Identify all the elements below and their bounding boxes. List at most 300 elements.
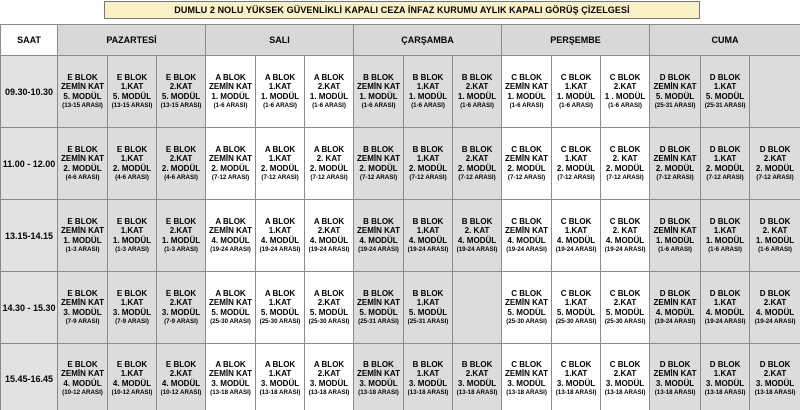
floor-label: 2.KAT (465, 154, 489, 164)
floor-label: ZEMİN KAT (61, 369, 104, 379)
range-note: (19-24 ARASI) (704, 318, 746, 326)
range-note: (19-24 ARASI) (604, 246, 646, 254)
range-note: (19-24 ARASI) (654, 318, 696, 326)
module-label: 5. MODÜL (705, 91, 745, 101)
schedule-cell (650, 128, 701, 200)
block-label: D BLOK (759, 288, 791, 298)
schedule-cell (750, 272, 800, 344)
module-label: 3. MODÜL (408, 378, 448, 388)
block-label: B BLOK (461, 144, 493, 154)
module-label: 1. MODÜL (112, 235, 152, 245)
block-label: C BLOK (511, 72, 542, 82)
module-label: 3. MODÜL (112, 307, 152, 317)
module-label: 3. MODÜL (309, 378, 349, 388)
range-note: (1-3 ARASI) (65, 246, 100, 254)
range-note: (1-6 ARASI) (411, 102, 445, 110)
range-note: (13-18 ARASI) (654, 389, 696, 397)
floor-label: 2. KAT (316, 154, 342, 164)
floor-label: 2.KAT (317, 298, 341, 308)
floor-label: 1.KAT (713, 369, 737, 379)
block-label: D BLOK (759, 144, 791, 154)
header-row (1, 25, 800, 56)
range-note: (25-31 ARASI) (704, 102, 746, 110)
schedule-cell (305, 344, 354, 410)
floor-label: 2.KAT (317, 82, 341, 92)
floor-label: 1.KAT (268, 226, 292, 236)
floor-label: 1.KAT (268, 154, 292, 164)
module-label: 3. MODÜL (359, 378, 398, 388)
floor-label: 2.KAT (465, 369, 489, 379)
range-note: (7-9 ARASI) (65, 318, 100, 326)
module-label: 2. MODÜL (359, 163, 398, 173)
floor-label: 1.KAT (416, 154, 440, 164)
floor-label: ZEMİN KAT (653, 369, 697, 379)
schedule-cell (256, 128, 305, 200)
schedule-title: DUMLU 2 NOLU YÜKSEK GÜVENLİKLİ KAPALI CEZA İNFAZ KURUMU AYLIK KAPALI GÖRÜŞ ÇİZELGESİ (104, 1, 700, 19)
module-label: 4. MODÜL (309, 235, 349, 245)
module-label: 5. MODÜL (260, 307, 300, 317)
floor-label: 1.KAT (713, 82, 737, 92)
schedule-cell (206, 128, 256, 200)
range-note: (1-3 ARASI) (115, 246, 149, 254)
module-label: 2. MODÜL (211, 163, 250, 173)
module-label: 5. MODÜL (605, 307, 645, 317)
block-label: D BLOK (759, 359, 791, 369)
floor-label: ZEMİN KAT (61, 226, 104, 236)
module-label: 3. MODÜL (556, 378, 596, 388)
block-label: E BLOK (67, 72, 98, 82)
floor-label: ZEMİN KAT (209, 226, 252, 236)
schedule-cell (601, 200, 650, 272)
schedule-cell (157, 272, 206, 344)
schedule-cell (601, 56, 650, 128)
block-label: A BLOK (264, 216, 296, 226)
block-label: B BLOK (412, 144, 444, 154)
floor-label: 1.KAT (713, 298, 737, 308)
schedule-cell (453, 344, 502, 410)
floor-label: 1.KAT (713, 226, 737, 236)
block-label: D BLOK (709, 144, 741, 154)
schedule-cell (453, 200, 502, 272)
module-label: 3. MODÜL (655, 378, 695, 388)
floor-label: ZEMİN KAT (357, 154, 400, 164)
schedule-cell (601, 344, 650, 410)
range-note: (7-12 ARASI) (756, 174, 794, 182)
schedule-cell (354, 56, 404, 128)
floor-label: 1.KAT (268, 82, 292, 92)
floor-label: ZEMİN KAT (209, 154, 252, 164)
range-note: (13-18 ARASI) (407, 389, 449, 397)
block-label: C BLOK (560, 216, 592, 226)
block-label: D BLOK (659, 144, 691, 154)
block-label: C BLOK (609, 288, 641, 298)
floor-label: 2. KAT (464, 226, 490, 236)
schedule-cell (750, 344, 800, 410)
block-label: B BLOK (363, 359, 394, 369)
range-note: (1-6 ARASI) (263, 102, 297, 110)
schedule-cell (58, 56, 108, 128)
floor-label: ZEMİN KAT (357, 226, 400, 236)
saat-header: SAAT (1, 25, 58, 56)
schedule-cell (206, 200, 256, 272)
schedule-cell (750, 200, 800, 272)
block-label: E BLOK (165, 288, 197, 298)
range-note: (7-12 ARASI) (606, 174, 644, 182)
block-label: D BLOK (659, 216, 691, 226)
module-label: 1. MODÜL (556, 91, 596, 101)
module-label: 4. MODÜL (408, 235, 448, 245)
block-label: C BLOK (511, 288, 542, 298)
time-slot: 09.30-10.30 (1, 56, 58, 128)
range-note: (1-6 ARASI) (361, 102, 396, 110)
schedule-cell (206, 56, 256, 128)
floor-label: ZEMİN KAT (357, 298, 400, 308)
range-note: (7-12 ARASI) (359, 174, 398, 182)
floor-label: 1.KAT (564, 82, 588, 92)
range-note: (19-24 ARASI) (259, 246, 301, 254)
schedule-cell (108, 272, 157, 344)
module-label: 5. MODÜL (309, 307, 349, 317)
floor-label: 2.KAT (169, 298, 193, 308)
block-label: B BLOK (412, 359, 444, 369)
module-label: 1. MODÜL (705, 235, 745, 245)
schedule-cell (305, 128, 354, 200)
schedule-cell (701, 56, 750, 128)
module-label: 2. MODÜL (161, 163, 201, 173)
range-note: (7-12 ARASI) (458, 174, 496, 182)
block-label: A BLOK (313, 72, 345, 82)
schedule-cell (305, 200, 354, 272)
block-label: A BLOK (313, 288, 345, 298)
block-label: C BLOK (560, 144, 592, 154)
module-label: 4. MODÜL (260, 235, 300, 245)
block-label: B BLOK (412, 216, 444, 226)
schedule-cell (305, 56, 354, 128)
block-label: C BLOK (511, 359, 542, 369)
floor-label: ZEMİN KAT (653, 82, 697, 92)
floor-label: 2. KAT (612, 154, 638, 164)
floor-label: ZEMİN KAT (505, 369, 549, 379)
module-label: 4. MODÜL (457, 235, 497, 245)
range-note: (19-24 ARASI) (456, 246, 498, 254)
floor-label: 2.KAT (317, 226, 341, 236)
floor-label: 2.KAT (465, 82, 489, 92)
range-note: (7-12 ARASI) (261, 174, 299, 182)
floor-label: ZEMİN KAT (61, 82, 104, 92)
range-note: (25-30 ARASI) (604, 318, 646, 326)
schedule-cell (552, 56, 601, 128)
module-label: 3. MODÜL (63, 307, 102, 317)
schedule-cell (108, 128, 157, 200)
block-label: C BLOK (511, 144, 542, 154)
floor-label: ZEMİN KAT (653, 298, 697, 308)
floor-label: 2. KAT (762, 226, 788, 236)
block-label: A BLOK (264, 359, 296, 369)
block-label: C BLOK (609, 216, 641, 226)
floor-label: ZEMİN KAT (209, 82, 252, 92)
floor-label: 1.KAT (564, 369, 588, 379)
range-note: (13-18 ARASI) (704, 389, 746, 397)
block-label: A BLOK (313, 359, 345, 369)
floor-label: 2.KAT (169, 82, 193, 92)
block-label: E BLOK (67, 288, 98, 298)
module-label: 1. MODÜL (655, 235, 695, 245)
floor-label: 1.KAT (268, 298, 292, 308)
module-label: 2. MODÜL (507, 163, 546, 173)
schedule-cell (750, 56, 800, 128)
block-label: B BLOK (363, 288, 394, 298)
visit-schedule-table (0, 24, 800, 410)
schedule-cell (701, 200, 750, 272)
block-label: D BLOK (659, 288, 691, 298)
block-label: A BLOK (313, 144, 345, 154)
module-label: 2. MODÜL (605, 163, 645, 173)
module-label: 3. MODÜL (260, 378, 300, 388)
range-note: (1-6 ARASI) (509, 102, 544, 110)
floor-label: ZEMİN KAT (653, 226, 697, 236)
floor-label: 2.KAT (613, 369, 637, 379)
range-note: (25-30 ARASI) (308, 318, 350, 326)
block-label: B BLOK (461, 216, 493, 226)
schedule-cell (206, 344, 256, 410)
schedule-cell (453, 272, 502, 344)
module-label: 4. MODÜL (359, 235, 398, 245)
floor-label: ZEMİN KAT (505, 298, 549, 308)
range-note: (19-24 ARASI) (358, 246, 399, 254)
range-note: (1-6 ARASI) (758, 246, 792, 254)
module-label: 1. MODÜL (408, 91, 448, 101)
range-note: (19-24 ARASI) (407, 246, 449, 254)
schedule-cell (502, 56, 552, 128)
range-note: (19-24 ARASI) (506, 246, 547, 254)
module-label: 1. MODÜL (309, 91, 349, 101)
module-label: 2. MODÜL (63, 163, 102, 173)
block-label: E BLOK (116, 144, 148, 154)
block-label: E BLOK (165, 144, 197, 154)
module-label: 1. MODÜL (211, 91, 250, 101)
module-label: 4. MODÜL (112, 378, 152, 388)
block-label: C BLOK (609, 359, 641, 369)
module-label: 5. MODÜL (211, 307, 250, 317)
module-label: 2. MODÜL (112, 163, 152, 173)
block-label: A BLOK (215, 288, 246, 298)
block-label: D BLOK (709, 288, 741, 298)
module-label: 4. MODÜL (755, 307, 795, 317)
floor-label: 1.KAT (416, 82, 440, 92)
range-note: (25-30 ARASI) (555, 318, 597, 326)
range-note: (19-24 ARASI) (210, 246, 251, 254)
schedule-cell (502, 344, 552, 410)
block-label: E BLOK (116, 72, 148, 82)
floor-label: 2.KAT (169, 369, 193, 379)
range-note: (25-31 ARASI) (654, 102, 696, 110)
floor-label: 1.KAT (416, 298, 440, 308)
range-note: (13-18 ARASI) (210, 389, 251, 397)
range-note: (10-12 ARASI) (111, 389, 153, 397)
schedule-cell (256, 56, 305, 128)
range-note: (1-6 ARASI) (559, 102, 593, 110)
range-note: (10-12 ARASI) (160, 389, 202, 397)
module-label: 5. MODÜL (161, 91, 201, 101)
block-label: B BLOK (461, 359, 493, 369)
module-label: 4. MODÜL (655, 307, 695, 317)
module-label: 1. MODÜL (457, 91, 497, 101)
schedule-cell (502, 128, 552, 200)
block-label: E BLOK (165, 359, 197, 369)
module-label: 3. MODÜL (457, 378, 497, 388)
range-note: (13-15 ARASI) (62, 102, 103, 110)
day-header-persembe: PERŞEMBE (502, 25, 650, 56)
range-note: (7-12 ARASI) (211, 174, 250, 182)
module-label: 3. MODÜL (705, 378, 745, 388)
module-label: 1. MODÜL (161, 235, 201, 245)
range-note: (10-12 ARASI) (62, 389, 103, 397)
range-note: (13-18 ARASI) (555, 389, 597, 397)
schedule-cell (157, 56, 206, 128)
schedule-cell (701, 344, 750, 410)
schedule-cell (650, 56, 701, 128)
range-note: (19-24 ARASI) (555, 246, 597, 254)
module-label: 2. MODÜL (755, 163, 795, 173)
floor-label: ZEMİN KAT (357, 82, 400, 92)
module-label: 4. MODÜL (705, 307, 745, 317)
floor-label: ZEMİN KAT (653, 154, 697, 164)
module-label: 1. MODÜL (359, 91, 398, 101)
module-label: 3. MODÜL (605, 378, 645, 388)
range-note: (25-31 ARASI) (407, 318, 449, 326)
block-label: C BLOK (560, 288, 592, 298)
block-label: B BLOK (363, 144, 394, 154)
floor-label: 1.KAT (564, 298, 588, 308)
schedule-cell (453, 56, 502, 128)
block-label: C BLOK (560, 72, 592, 82)
range-note: (1-6 ARASI) (460, 102, 494, 110)
floor-label: 1.KAT (713, 154, 737, 164)
block-label: A BLOK (215, 72, 246, 82)
range-note: (13-18 ARASI) (754, 389, 796, 397)
module-label: 5. MODÜL (507, 307, 546, 317)
schedule-cell (206, 272, 256, 344)
floor-label: ZEMİN KAT (209, 298, 252, 308)
range-note: (25-30 ARASI) (506, 318, 547, 326)
schedule-cell (108, 344, 157, 410)
block-label: E BLOK (67, 359, 98, 369)
schedule-cell (404, 128, 453, 200)
schedule-cell (404, 344, 453, 410)
time-slot-row (1, 272, 800, 344)
schedule-cell (552, 272, 601, 344)
module-label: 3. MODÜL (507, 378, 546, 388)
schedule-cell (354, 272, 404, 344)
module-label: 5. MODÜL (655, 91, 695, 101)
range-note: (1-6 ARASI) (608, 102, 642, 110)
floor-label: 1.KAT (564, 226, 588, 236)
time-slot-row (1, 200, 800, 272)
range-note: (13-18 ARASI) (358, 389, 399, 397)
block-label: E BLOK (116, 288, 148, 298)
schedule-cell (404, 56, 453, 128)
block-label: E BLOK (116, 359, 148, 369)
time-slot-row (1, 56, 800, 128)
range-note: (13-18 ARASI) (308, 389, 350, 397)
floor-label: ZEMİN KAT (61, 298, 104, 308)
schedule-cell (650, 344, 701, 410)
schedule-cell (750, 128, 800, 200)
schedule-cell (354, 200, 404, 272)
schedule-cell (601, 128, 650, 200)
range-note: (7-9 ARASI) (164, 318, 198, 326)
module-label: 5. MODÜL (112, 91, 152, 101)
module-label: 2. MODÜL (408, 163, 448, 173)
range-note: (25-30 ARASI) (210, 318, 251, 326)
block-label: E BLOK (165, 72, 197, 82)
schedule-cell (404, 272, 453, 344)
schedule-cell (58, 200, 108, 272)
range-note: (25-30 ARASI) (259, 318, 301, 326)
module-label: 5. MODÜL (408, 307, 448, 317)
module-label: 1. MODÜL (63, 235, 102, 245)
module-label: 3. MODÜL (161, 307, 201, 317)
floor-label: 2.KAT (763, 369, 787, 379)
floor-label: 1.KAT (268, 369, 292, 379)
schedule-body (1, 56, 800, 410)
range-note: (1-6 ARASI) (213, 102, 248, 110)
schedule-cell (453, 128, 502, 200)
module-label: 1. MODÜL (507, 91, 546, 101)
block-label: C BLOK (560, 359, 592, 369)
range-note: (13-18 ARASI) (506, 389, 547, 397)
time-slot: 11.00 - 12.00 (1, 128, 58, 200)
block-label: A BLOK (264, 72, 296, 82)
range-note: (13-18 ARASI) (456, 389, 498, 397)
range-note: (7-12 ARASI) (706, 174, 744, 182)
range-note: (7-9 ARASI) (115, 318, 149, 326)
schedule-cell (552, 344, 601, 410)
floor-label: 1.KAT (416, 226, 440, 236)
module-label: 4. MODÜL (211, 235, 250, 245)
module-label: 4. MODÜL (507, 235, 546, 245)
block-label: D BLOK (759, 216, 791, 226)
floor-label: 1.KAT (564, 154, 588, 164)
block-label: A BLOK (215, 216, 246, 226)
module-label: 2. MODÜL (309, 163, 349, 173)
block-label: B BLOK (412, 288, 444, 298)
module-label: 2. MODÜL (705, 163, 745, 173)
module-label: 2. MODÜL (556, 163, 596, 173)
time-slot: 15.45-16.45 (1, 344, 58, 410)
schedule-cell (502, 200, 552, 272)
range-note: (13-15 ARASI) (111, 102, 153, 110)
range-note: (13-18 ARASI) (604, 389, 646, 397)
range-note: (4-6 ARASI) (65, 174, 100, 182)
schedule-cell (256, 344, 305, 410)
module-label: 3. MODÜL (755, 378, 795, 388)
day-header-pazartesi: PAZARTESİ (58, 25, 206, 56)
module-label: 3. MODÜL (211, 378, 250, 388)
block-label: C BLOK (511, 216, 542, 226)
block-label: A BLOK (215, 359, 246, 369)
floor-label: ZEMİN KAT (209, 369, 252, 379)
block-label: E BLOK (67, 144, 98, 154)
day-header-carsamba: ÇARŞAMBA (354, 25, 502, 56)
floor-label: ZEMİN KAT (357, 369, 400, 379)
schedule-cell (157, 344, 206, 410)
module-label: 4. MODÜL (556, 235, 596, 245)
schedule-cell (256, 272, 305, 344)
floor-label: ZEMİN KAT (505, 82, 549, 92)
schedule-cell (552, 200, 601, 272)
range-note: (4-6 ARASI) (164, 174, 198, 182)
